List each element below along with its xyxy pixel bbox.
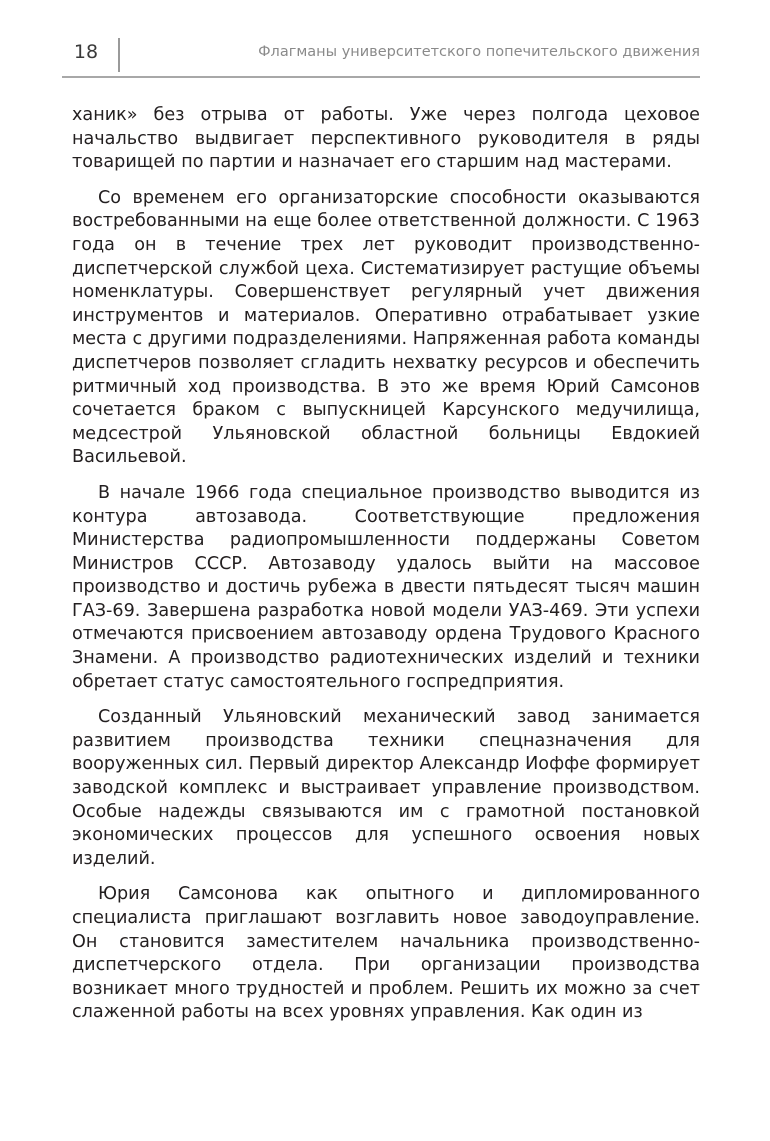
header-divider — [118, 38, 120, 72]
paragraph: Юрия Самсонова как опытного и дипломированного специалиста приглашают возглавить новое заводоуправление. Он становится заместителем начальника производственно-диспетчерского отдела. При организации производства возникает много трудностей и проблем. Решить их можно за счет слаженной работы на всех уровнях управления. Как один из — [72, 884, 700, 1023]
header-rule — [62, 76, 700, 78]
paragraph: Созданный Ульяновский механический завод занимается развитием производства техники спецназначения для вооруженных сил. Первый директор Александр Иоффе формирует заводской комплекс и выстраивает управление производством. Особые надежды связываются им с грамотной постановкой экономических процессов для успешного освоения новых изделий. — [72, 707, 700, 869]
page-header — [0, 0, 770, 85]
running-title: Флагманы университетского попечительского движения — [258, 44, 700, 60]
page-number: 18 — [73, 41, 99, 63]
paragraph-continuation: ханик» без отрыва от работы. Уже через полгода цеховое начальство выдвигает перспективного руководителя в ряды товарищей по партии и назначает его старшим над мастерами. — [72, 105, 700, 173]
paragraph: В начале 1966 года специальное производство выводится из контура автозавода. Соответствующие предложения Министерства радиопромышленности поддержаны Советом Министров СССР. Автозаводу удалось выйти на массовое производство и достичь рубежа в двести пятьдесят тысяч машин ГАЗ-69. Завершена разработка новой модели УАЗ-469. Эти успехи отмечаются присвоением автозаводу ордена Трудового Красного Знамени. А производство радиотехнических изделий и техники обретает статус самостоятельного госпредприятия. — [72, 482, 700, 692]
paragraph: Со временем его организаторские способности оказываются востребованными на еще более ответственной должности. С 1963 года он в течение трех лет руководит производственно-диспетчерской службой цеха. Систематизирует растущие объемы номенклатуры. Совершенствует регулярный учет движения инструментов и материалов. Оперативно отрабатывает узкие места с другими подразделениями. Напряженная работа команды диспетчеров позволяет сгладить нехватку ресурсов и обеспечить ритмичный ход производства. В это же время Юрий Самсонов сочетается браком с выпускницей Карсунского медучилища, медсестрой Ульяновской областной больницы Евдокией Васильевой. — [72, 187, 700, 468]
body-text — [72, 104, 700, 1025]
